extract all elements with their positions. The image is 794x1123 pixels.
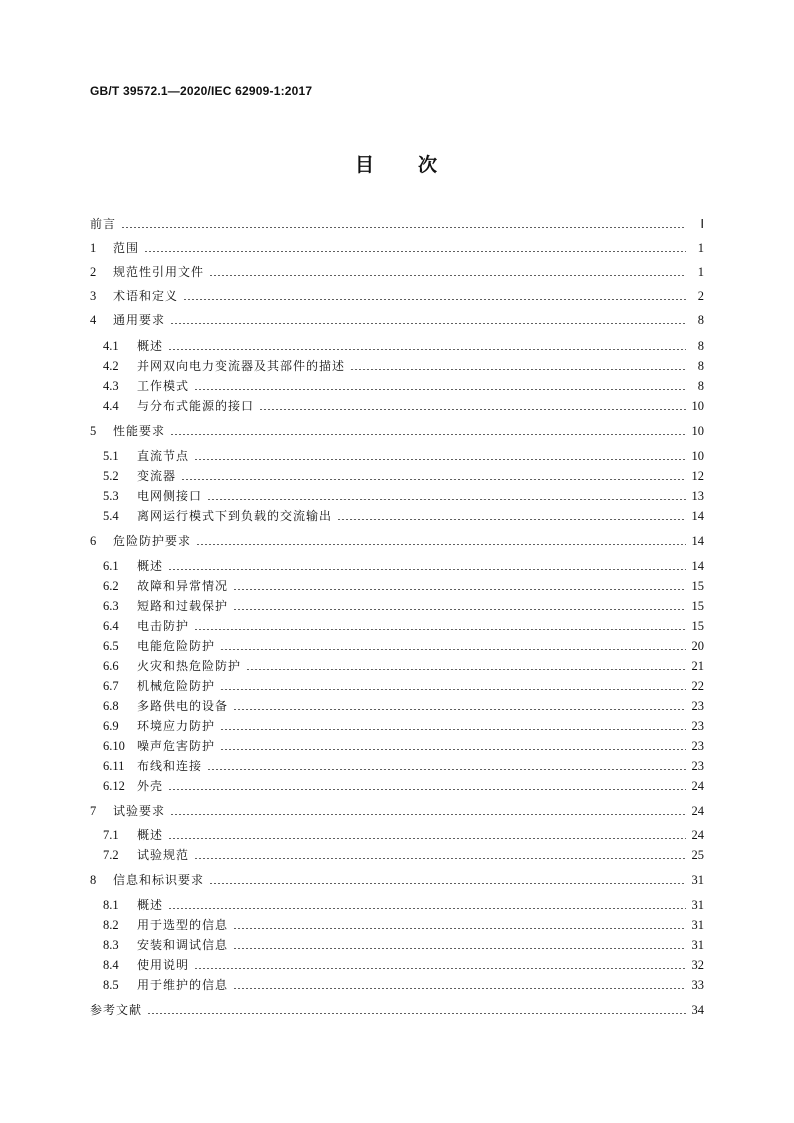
toc-entry-page: 1	[697, 265, 704, 279]
dot-leader	[168, 789, 685, 790]
toc-entry-title: 火灾和热危险防护	[137, 659, 242, 673]
dot-leader	[233, 609, 685, 610]
toc-entry-page: 23	[691, 699, 704, 713]
dot-leader	[196, 544, 685, 545]
toc-entry[interactable]	[90, 935, 704, 955]
toc-entry-page: 13	[691, 489, 704, 503]
toc-entry[interactable]	[90, 1000, 704, 1020]
toc-entry[interactable]	[90, 286, 704, 306]
toc-entry[interactable]	[90, 636, 704, 656]
toc-entry[interactable]	[90, 310, 704, 330]
toc-entry-number: 6.2	[103, 579, 119, 593]
dot-leader	[144, 251, 686, 252]
toc-entry[interactable]	[90, 262, 704, 282]
toc-entry-page: 22	[691, 679, 704, 693]
page-title: 目 次	[354, 154, 439, 176]
toc-entry-title: 离网运行模式下到负载的交流输出	[137, 509, 333, 523]
dot-leader	[168, 349, 686, 350]
toc-entry-page: 32	[691, 958, 704, 972]
toc-entry-page: 15	[691, 619, 704, 633]
toc-entry-number: 8	[90, 873, 97, 887]
toc-entry[interactable]	[90, 486, 704, 506]
toc-entry-title: 工作模式	[137, 379, 190, 393]
toc-entry-page: 23	[691, 719, 704, 733]
toc-entry[interactable]	[90, 376, 704, 396]
toc-entry[interactable]	[90, 616, 704, 636]
toc-entry-title: 用于选型的信息	[137, 918, 229, 932]
dot-leader	[220, 689, 685, 690]
toc-entry-page: 14	[691, 534, 704, 548]
toc-entry[interactable]	[90, 336, 704, 356]
toc-entry-number: 6.12	[103, 779, 125, 793]
dot-leader	[207, 769, 685, 770]
toc-entry-page: 33	[691, 978, 704, 992]
toc-entry-title: 故障和异常情况	[137, 579, 229, 593]
toc-entry[interactable]	[90, 716, 704, 736]
dot-leader	[233, 928, 685, 929]
toc-entry-page: 23	[691, 759, 704, 773]
toc-entry-title: 变流器	[137, 469, 177, 483]
toc-entry-number: 6.4	[103, 619, 119, 633]
toc-entry-title: 用于维护的信息	[137, 978, 229, 992]
toc-entry-page: 31	[691, 898, 704, 912]
toc-entry[interactable]	[90, 845, 704, 865]
toc-entry-page: 8	[697, 313, 704, 327]
toc-entry-page: 10	[691, 424, 704, 438]
toc-entry[interactable]	[90, 975, 704, 995]
toc-entry-title: 概述	[137, 898, 164, 912]
toc-entry-number: 4.1	[103, 339, 119, 353]
toc-entry-title: 范围	[113, 241, 140, 255]
toc-entry-number: 6.11	[103, 759, 125, 773]
dot-leader	[168, 908, 685, 909]
toc-entry[interactable]	[90, 238, 704, 258]
toc-entry-number: 5.4	[103, 509, 119, 523]
dot-leader	[194, 968, 685, 969]
toc-entry-page: 24	[691, 779, 704, 793]
toc-entry-number: 4.4	[103, 399, 119, 413]
toc-entry-number: 4.2	[103, 359, 119, 373]
toc-entry-number: 4.3	[103, 379, 119, 393]
toc-entry-number: 8.2	[103, 918, 119, 932]
toc-entry[interactable]	[90, 214, 704, 234]
toc-entry[interactable]	[90, 531, 704, 551]
toc-entry-number: 6.10	[103, 739, 125, 753]
toc-entry-number: 8.1	[103, 898, 119, 912]
toc-entry-title: 使用说明	[137, 958, 190, 972]
toc-entry-title: 信息和标识要求	[113, 873, 205, 887]
dot-leader	[259, 409, 685, 410]
toc-entry[interactable]	[90, 506, 704, 526]
toc-entry-title: 参考文献	[90, 1003, 143, 1017]
toc-entry-title: 概述	[137, 339, 164, 353]
toc-entry-page: Ⅰ	[700, 217, 704, 231]
toc-entry-page: 24	[691, 828, 704, 842]
dot-leader	[170, 814, 685, 815]
dot-leader	[170, 434, 685, 435]
toc-entry-title: 多路供电的设备	[137, 699, 229, 713]
toc-entry-page: 14	[691, 509, 704, 523]
toc-entry[interactable]	[90, 776, 704, 796]
toc-entry-page: 14	[691, 559, 704, 573]
toc-entry-number: 8.5	[103, 978, 119, 992]
toc-entry[interactable]	[90, 915, 704, 935]
toc-entry[interactable]	[90, 396, 704, 416]
toc-entry-number: 8.4	[103, 958, 119, 972]
toc-entry-number: 1	[90, 241, 97, 255]
dot-leader	[233, 988, 685, 989]
toc-entry[interactable]	[90, 756, 704, 776]
toc-entry[interactable]	[90, 576, 704, 596]
toc-entry-title: 前言	[90, 217, 117, 231]
toc-entry-title: 与分布式能源的接口	[137, 399, 255, 413]
toc-entry-page: 31	[691, 873, 704, 887]
toc-entry-page: 31	[691, 938, 704, 952]
toc-entry-title: 环境应力防护	[137, 719, 216, 733]
toc-entry-number: 6.3	[103, 599, 119, 613]
toc-entry-number: 6.8	[103, 699, 119, 713]
dot-leader	[350, 369, 686, 370]
toc-entry-page: 25	[691, 848, 704, 862]
toc-entry-title: 外壳	[137, 779, 164, 793]
toc-entry[interactable]	[90, 736, 704, 756]
toc-entry[interactable]	[90, 801, 704, 821]
dot-leader	[194, 389, 686, 390]
toc-entry-number: 7.2	[103, 848, 119, 862]
toc-entry-title: 术语和定义	[113, 289, 179, 303]
toc-entry-title: 短路和过载保护	[137, 599, 229, 613]
toc-entry-number: 6.5	[103, 639, 119, 653]
dot-leader	[337, 519, 685, 520]
dot-leader	[220, 749, 685, 750]
toc-entry-number: 5	[90, 424, 97, 438]
dot-leader	[170, 323, 686, 324]
dot-leader	[183, 299, 686, 300]
toc-entry-page: 15	[691, 579, 704, 593]
toc-entry[interactable]	[90, 696, 704, 716]
toc-entry-title: 电击防护	[137, 619, 190, 633]
toc-entry[interactable]	[90, 870, 704, 890]
toc-entry[interactable]	[90, 556, 704, 576]
dot-leader	[194, 459, 685, 460]
toc-entry[interactable]	[90, 656, 704, 676]
toc-entry-title: 概述	[137, 828, 164, 842]
toc-entry-page: 12	[691, 469, 704, 483]
toc-entry[interactable]	[90, 421, 704, 441]
dot-leader	[207, 499, 685, 500]
dot-leader	[168, 569, 685, 570]
toc-entry[interactable]	[90, 446, 704, 466]
toc-entry-number: 2	[90, 265, 97, 279]
toc-entry-title: 性能要求	[113, 424, 166, 438]
dot-leader	[194, 629, 685, 630]
toc-entry-page: 21	[691, 659, 704, 673]
toc-entry-page: 34	[691, 1003, 704, 1017]
toc-entry-title: 规范性引用文件	[113, 265, 205, 279]
toc-entry-title: 危险防护要求	[113, 534, 192, 548]
dot-leader	[220, 729, 685, 730]
toc-entry-number: 3	[90, 289, 97, 303]
toc-entry-page: 8	[697, 339, 704, 353]
dot-leader	[168, 838, 685, 839]
toc-entry-title: 安装和调试信息	[137, 938, 229, 952]
toc-entry-number: 6.1	[103, 559, 119, 573]
toc-entry-number: 6	[90, 534, 97, 548]
toc-entry[interactable]	[90, 955, 704, 975]
toc-entry-number: 7	[90, 804, 97, 818]
toc-entry[interactable]	[90, 466, 704, 486]
dot-leader	[233, 589, 685, 590]
dot-leader	[209, 275, 686, 276]
toc-entry-page: 20	[691, 639, 704, 653]
dot-leader	[181, 479, 685, 480]
dot-leader	[220, 649, 685, 650]
toc-entry-title: 试验规范	[137, 848, 190, 862]
toc-entry[interactable]	[90, 676, 704, 696]
toc-entry-number: 6.7	[103, 679, 119, 693]
toc-entry-title: 机械危险防护	[137, 679, 216, 693]
toc-entry-title: 噪声危害防护	[137, 739, 216, 753]
toc-entry-page: 15	[691, 599, 704, 613]
toc-entry-title: 并网双向电力变流器及其部件的描述	[137, 359, 346, 373]
toc-entry-page: 24	[691, 804, 704, 818]
toc-entry-number: 5.3	[103, 489, 119, 503]
toc-entry-title: 概述	[137, 559, 164, 573]
toc-entry-title: 电网侧接口	[137, 489, 203, 503]
toc-entry-number: 8.3	[103, 938, 119, 952]
toc-entry[interactable]	[90, 895, 704, 915]
toc-entry-page: 10	[691, 399, 704, 413]
toc-entry-title: 电能危险防护	[137, 639, 216, 653]
toc-entry-page: 8	[697, 359, 704, 373]
toc-entry-page: 10	[691, 449, 704, 463]
toc-entry-page: 31	[691, 918, 704, 932]
dot-leader	[194, 858, 685, 859]
toc-entry-number: 7.1	[103, 828, 119, 842]
toc-entry-number: 6.6	[103, 659, 119, 673]
toc-entry-page: 1	[697, 241, 704, 255]
toc-entry-number: 5.1	[103, 449, 119, 463]
toc-entry-page: 2	[697, 289, 704, 303]
dot-leader	[233, 948, 685, 949]
toc-entry-title: 直流节点	[137, 449, 190, 463]
toc-entry-number: 6.9	[103, 719, 119, 733]
toc-entry[interactable]	[90, 596, 704, 616]
toc-entry[interactable]	[90, 356, 704, 376]
dot-leader	[121, 227, 686, 228]
dot-leader	[233, 709, 685, 710]
dot-leader	[147, 1013, 685, 1014]
toc-entry-number: 4	[90, 313, 97, 327]
standard-number: GB/T 39572.1—2020/IEC 62909-1:2017	[90, 84, 313, 98]
toc-entry[interactable]	[90, 825, 704, 845]
toc-entry-number: 5.2	[103, 469, 119, 483]
toc-entry-title: 布线和连接	[137, 759, 203, 773]
toc-entry-page: 23	[691, 739, 704, 753]
toc-entry-page: 8	[697, 379, 704, 393]
toc-entry-title: 通用要求	[113, 313, 166, 327]
dot-leader	[209, 883, 685, 884]
toc-entry-title: 试验要求	[113, 804, 166, 818]
dot-leader	[246, 669, 685, 670]
